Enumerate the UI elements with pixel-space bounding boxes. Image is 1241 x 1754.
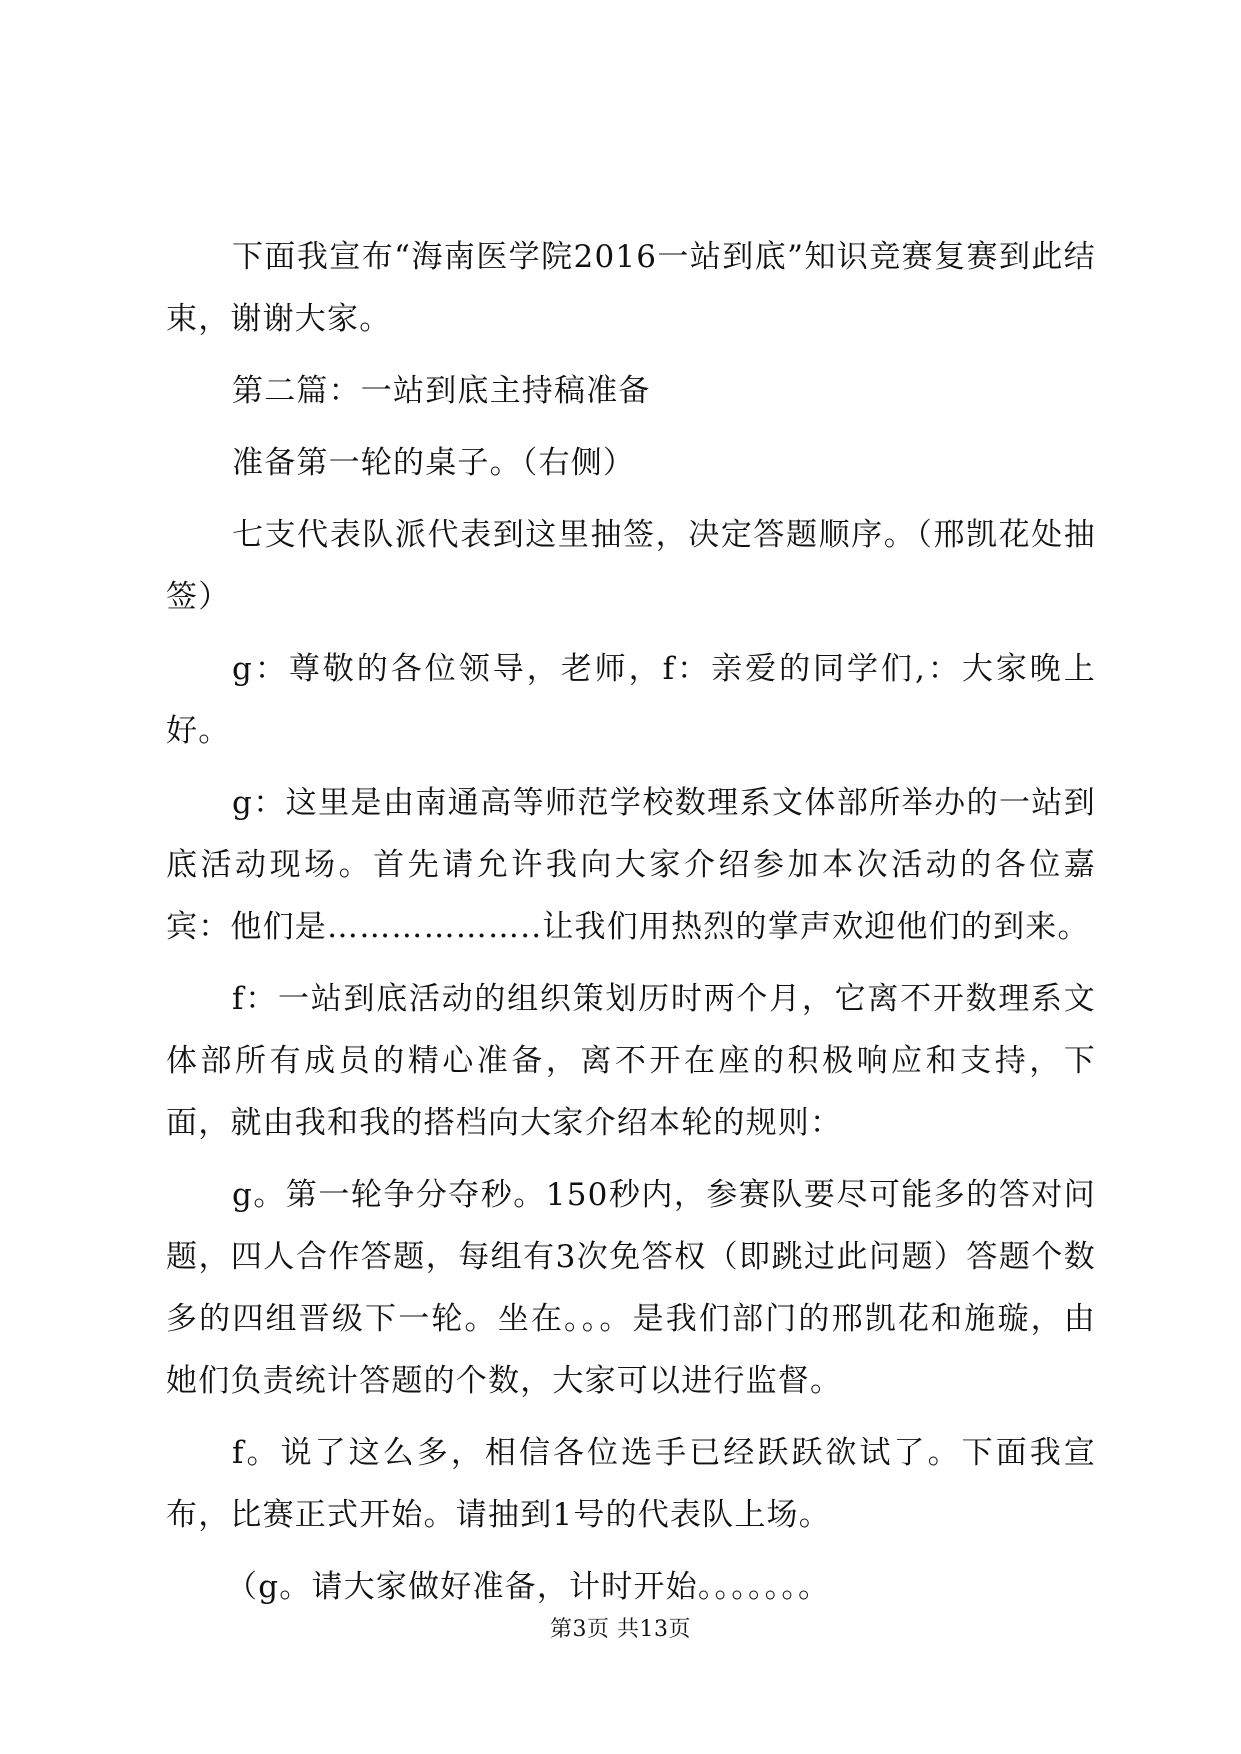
paragraph-closing: 下面我宣布“海南医学院2016一站到底”知识竞赛复赛到此结束，谢谢大家。	[166, 239, 1096, 337]
paragraph-start: f。说了这么多，相信各位选手已经跃跃欲试了。下面我宣布，比赛正式开始。请抽到1号的代表队上场。	[166, 1435, 1096, 1533]
paragraph-draw-lots: 七支代表队派代表到这里抽签，决定答题顺序。（邢凯花处抽签）	[166, 517, 1096, 615]
document-body	[166, 226, 1096, 1628]
paragraph-greeting: g：尊敬的各位领导，老师，f：亲爱的同学们,：大家晚上好。	[166, 651, 1096, 749]
paragraph-section-title: 第二篇：一站到底主持稿准备	[232, 373, 651, 409]
paragraph-rules: g。第一轮争分夺秒。150秒内，参赛队要尽可能多的答对问题，四人合作答题，每组有3次免答权（即跳过此问题）答题个数多的四组晋级下一轮。坐在。。。是我们部门的邢凯花和施璇，由她们负责统计答题的个数，大家可以进行监督。	[166, 1177, 1096, 1399]
page-number-footer: 第3页 共13页	[550, 1617, 691, 1642]
paragraph-organization: f：一站到底活动的组织策划历时两个月，它离不开数理系文体部所有成员的精心准备，离不开在座的积极响应和支持，下面，就由我和我的搭档向大家介绍本轮的规则：	[166, 981, 1096, 1141]
paragraph-prepare-table: 准备第一轮的桌子。（右侧）	[232, 445, 636, 481]
paragraph-timer: （g。请大家做好准备，计时开始。。。。。。。	[226, 1569, 831, 1605]
paragraph-introduction: g：这里是由南通高等师范学校数理系文体部所举办的一站到底活动现场。首先请允许我向大家介绍参加本次活动的各位嘉宾：他们是………………..让我们用热烈的掌声欢迎他们的到来。	[166, 785, 1096, 945]
